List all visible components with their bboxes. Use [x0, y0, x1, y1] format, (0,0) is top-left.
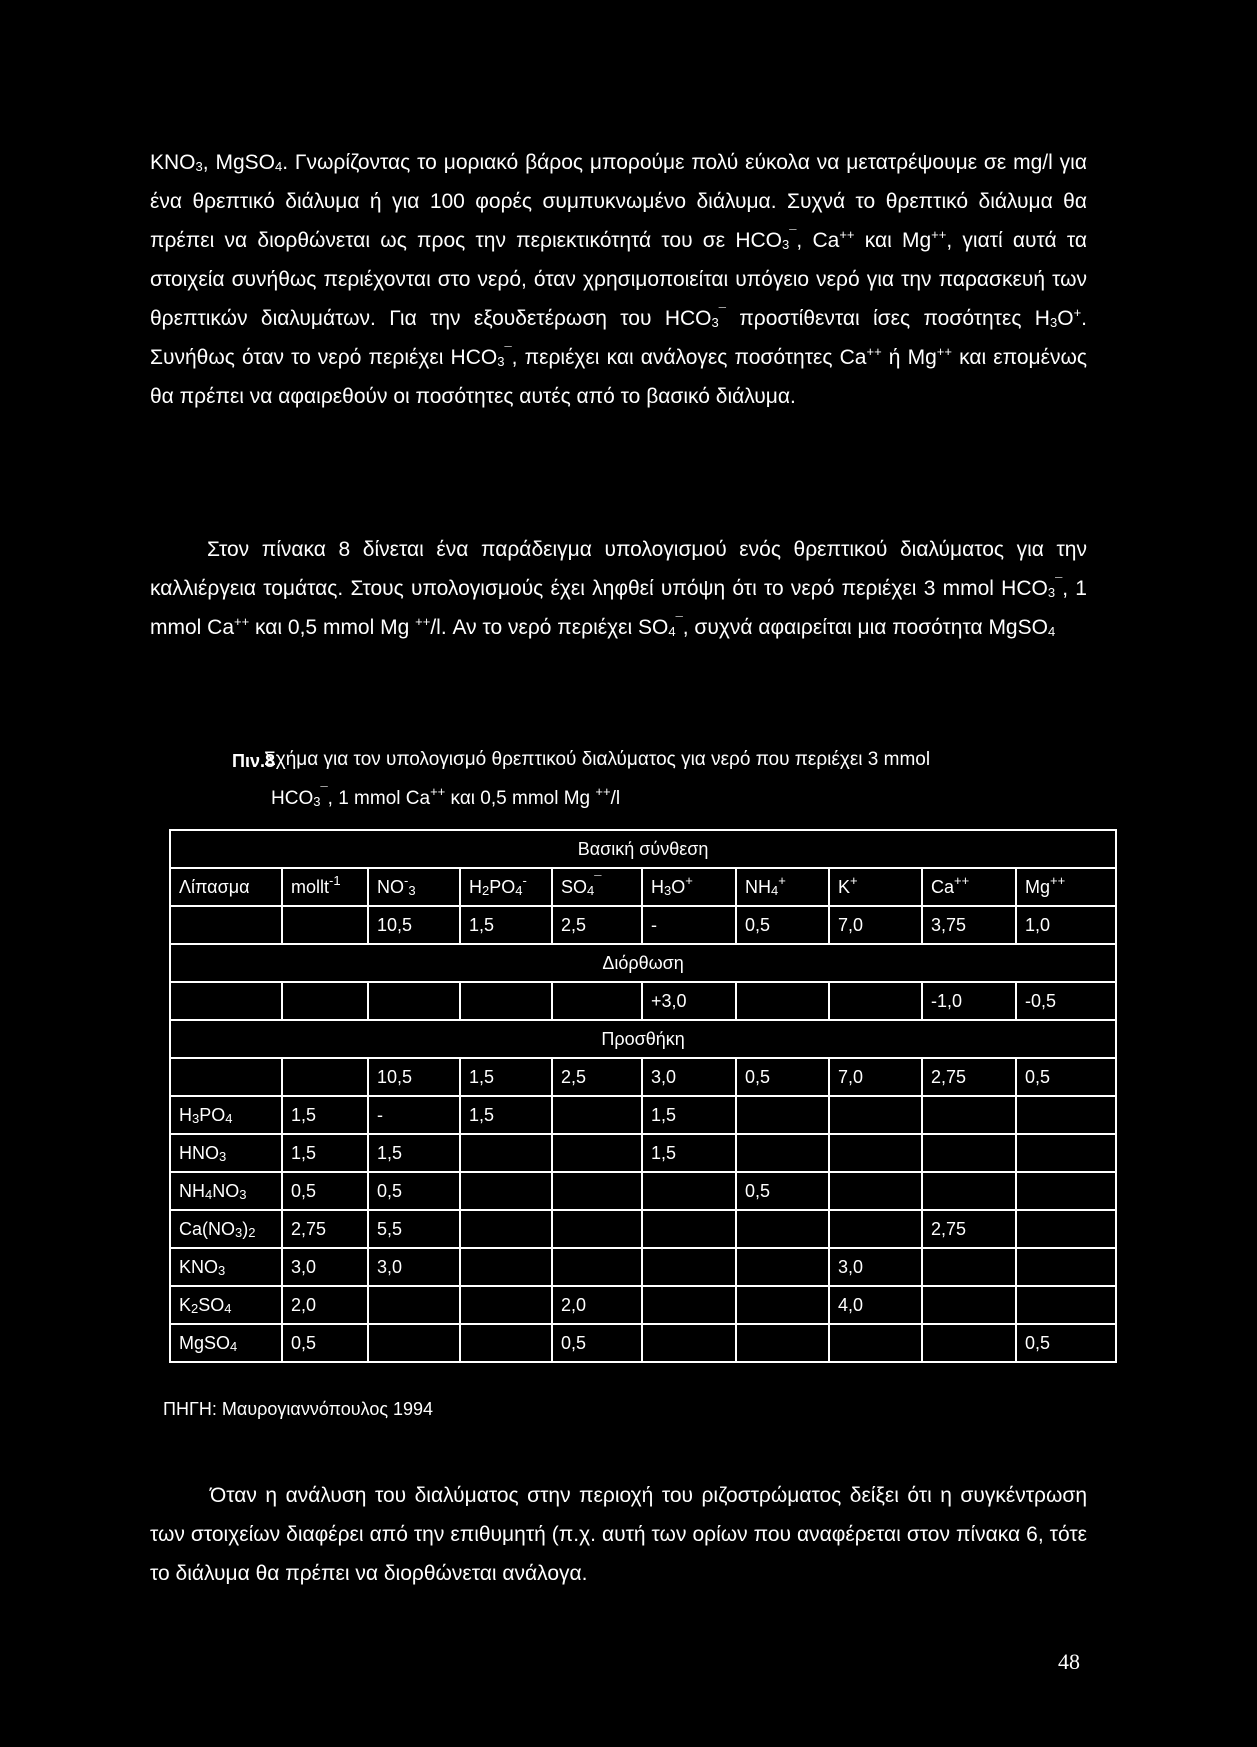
table-cell: [460, 1248, 552, 1286]
header-mg: Mg++: [1016, 868, 1116, 906]
basic-values-row: [170, 906, 1116, 944]
fertilizer-name: $Ca(NO_3)_2$: [170, 1210, 282, 1248]
table-cell: [736, 1134, 829, 1172]
table-cell: [829, 1210, 922, 1248]
table-cell: -0,5: [1016, 982, 1116, 1020]
table-cell: 4,0: [829, 1286, 922, 1324]
fertilizer-row-nh4no3: [170, 1172, 1116, 1210]
table-caption-label: Πιν.8: [232, 751, 276, 771]
page-number: 48: [1058, 1649, 1080, 1674]
table-cell: 1,5: [368, 1134, 460, 1172]
table-cell: 10,5: [368, 906, 460, 944]
table-cell: [460, 1286, 552, 1324]
table-cell: [829, 1172, 922, 1210]
table-cell: 2,5: [552, 1058, 642, 1096]
paragraph-example: Στον πίνακα 8 δίνεται ένα παράδειγμα υπολογισμού ενός θρεπτικού διαλύματος για την καλλιέργεια τομάτας. Στους υπολογισμούς έχει ληφθεί υπόψη ότι το νερό περιέχει 3 mmol $HCO_3^¯$, 1 mmol Ca++ και 0,5 mmol Mg ++/l. Αν το νερό περιέχει $SO_4^¯$, συχνά αφαιρείται μια ποσότητα MgSO$_4$: [150, 538, 1087, 639]
header-mollt: mollt$^{-1}$: [282, 868, 368, 906]
table-cell: [368, 1286, 460, 1324]
table-cell: 0,5: [736, 906, 829, 944]
table-cell: [736, 1286, 829, 1324]
table-cell: [460, 1172, 552, 1210]
table-cell: [736, 1324, 829, 1362]
header-h2po4: $H_2PO_4^-$: [460, 868, 552, 906]
header-row: [170, 868, 1116, 906]
section-basic-row: [170, 830, 1116, 868]
section-basic-heading: Βασική σύνθεση: [170, 830, 1116, 868]
table-cell: [736, 982, 829, 1020]
table-cell: 7,0: [829, 906, 922, 944]
section-addition-heading: Προσθήκη: [170, 1020, 1116, 1058]
table-cell: [922, 1324, 1016, 1362]
table-cell: [170, 906, 282, 944]
table-cell: 0,5: [1016, 1058, 1116, 1096]
table-cell: [922, 1172, 1016, 1210]
table-cell: [642, 1286, 736, 1324]
header-so4: $SO_4^¯$: [552, 868, 642, 906]
table-cell: [552, 982, 642, 1020]
table-cell: 2,0: [552, 1286, 642, 1324]
fertilizer-row-cano32: [170, 1210, 1116, 1248]
table-cell: [1016, 1210, 1116, 1248]
table-cell: [552, 1134, 642, 1172]
fertilizer-name: $NH_4NO_3$: [170, 1172, 282, 1210]
table-cell: [460, 982, 552, 1020]
table-cell: 10,5: [368, 1058, 460, 1096]
table-caption-line2: $HCO_3^¯$, 1 mmol Ca++ και 0,5 mmol Mg ++/l: [271, 784, 621, 809]
section-addition-row: [170, 1020, 1116, 1058]
table-cell: [552, 1210, 642, 1248]
table-cell: 3,75: [922, 906, 1016, 944]
table-cell: 0,5: [282, 1172, 368, 1210]
table-cell: [922, 1096, 1016, 1134]
table-cell: [170, 1058, 282, 1096]
table-cell: 0,5: [282, 1324, 368, 1362]
table-cell: [460, 1210, 552, 1248]
table-cell: [1016, 1096, 1116, 1134]
table-cell: 2,0: [282, 1286, 368, 1324]
correction-values-row: [170, 982, 1116, 1020]
table-cell: -: [368, 1096, 460, 1134]
header-h3o: $H_3O^+$: [642, 868, 736, 906]
fertilizer-row-kno3: [170, 1248, 1116, 1286]
table-source: ΠΗΓΗ: Μαυρογιαννόπουλος 1994: [163, 1399, 434, 1419]
table-cell: [282, 982, 368, 1020]
table-cell: [552, 1248, 642, 1286]
fertilizer-row-hno3: [170, 1134, 1116, 1172]
fertilizer-row-h3po4: [170, 1096, 1116, 1134]
addition-values-row: [170, 1058, 1116, 1096]
table-cell: [736, 1096, 829, 1134]
table-cell: 2,75: [282, 1210, 368, 1248]
table-cell: 7,0: [829, 1058, 922, 1096]
fertilizer-name: $K_2SO_4$: [170, 1286, 282, 1324]
table-cell: 2,75: [922, 1058, 1016, 1096]
nutrient-table: [169, 829, 1117, 1363]
table-cell: -: [642, 906, 736, 944]
table-cell: [282, 1058, 368, 1096]
table-cell: 0,5: [368, 1172, 460, 1210]
table-cell: 1,5: [460, 1096, 552, 1134]
fertilizer-name: $H_3PO_4$: [170, 1096, 282, 1134]
header-fertilizer: Λίπασμα: [170, 868, 282, 906]
table-cell: 3,0: [282, 1248, 368, 1286]
table-cell: 1,5: [282, 1096, 368, 1134]
paragraph-closing: Όταν η ανάλυση του διαλύματος στην περιοχή του ριζοστρώματος δείξει ότι η συγκέντρωση των στοιχείων διαφέρει από την επιθυμητή (π.χ. αυτή των ορίων που αναφέρεται στον πίνακα 6, τότε το διάλυμα θα πρέπει να διορθώνεται ανάλογα.: [150, 1484, 1087, 1585]
header-k: K+: [829, 868, 922, 906]
table-cell: 1,5: [642, 1134, 736, 1172]
header-nh4: $NH_4^+$: [736, 868, 829, 906]
table-cell: 3,0: [829, 1248, 922, 1286]
table-cell: [552, 1096, 642, 1134]
table-cell: [170, 982, 282, 1020]
table-cell: [642, 1172, 736, 1210]
table-cell: [1016, 1286, 1116, 1324]
table-cell: [829, 1324, 922, 1362]
fertilizer-name: MgSO$_4$: [170, 1324, 282, 1362]
header-no3: $NO^-_3$: [368, 868, 460, 906]
header-ca: Ca++: [922, 868, 1016, 906]
table-cell: [460, 1134, 552, 1172]
table-cell: [282, 906, 368, 944]
table-cell: 2,5: [552, 906, 642, 944]
table-cell: [829, 982, 922, 1020]
table-cell: [829, 1134, 922, 1172]
table-cell: [922, 1134, 1016, 1172]
table-cell: [642, 1210, 736, 1248]
table-cell: 5,5: [368, 1210, 460, 1248]
table-cell: 0,5: [736, 1058, 829, 1096]
table-caption-line1: Σχήμα για τον υπολογισμό θρεπτικού διαλύματος για νερό που περιέχει 3 mmol: [264, 749, 931, 770]
table-cell: [736, 1248, 829, 1286]
table-cell: 1,5: [460, 906, 552, 944]
table-cell: 3,0: [368, 1248, 460, 1286]
fertilizer-row-k2so4: [170, 1286, 1116, 1324]
table-cell: [552, 1172, 642, 1210]
table-cell: 2,75: [922, 1210, 1016, 1248]
table-cell: +3,0: [642, 982, 736, 1020]
paragraph-intro: $KNO_3$, MgSO$_4$. Γνωρίζοντας το μοριακό βάρος μπορούμε πολύ εύκολα να μετατρέψουμε σε mg/l για ένα θρεπτικό διάλυμα ή για 100 φορές συμπυκνωμένο διάλυμα. Συχνά το θρεπτικό διάλυμα θα πρέπει να διορθώνεται ως προς την περιεκτικότητά του σε $HCO_3^¯$, Ca++ και Mg++, γιατί αυτά τα στοιχεία συνήθως περιέχονται στο νερό, όταν χρησιμοποιείται υπόγειο νερό για την παρασκευή των θρεπτικών διαλυμάτων. Για την εξουδετέρωση του $HCO_3^¯$ προστίθενται ίσες ποσότητες $H_3O^+$. Συνήθως όταν το νερό περιέχει $HCO_3^¯$, περιέχει και ανάλογες ποσότητες Ca++ ή Mg++ και επομένως θα πρέπει να αφαιρεθούν οι ποσότητες αυτές από το βασικό διάλυμα.: [150, 151, 1088, 408]
table-cell: [368, 982, 460, 1020]
section-correction-row: [170, 944, 1116, 982]
table-cell: [642, 1324, 736, 1362]
table-cell: 1,5: [460, 1058, 552, 1096]
table-cell: [922, 1248, 1016, 1286]
table-cell: 0,5: [736, 1172, 829, 1210]
table-cell: 1,5: [642, 1096, 736, 1134]
fertilizer-name: $HNO_3$: [170, 1134, 282, 1172]
table-cell: [460, 1324, 552, 1362]
table-cell: [829, 1096, 922, 1134]
table-cell: -1,0: [922, 982, 1016, 1020]
fertilizer-name: $KNO_3$: [170, 1248, 282, 1286]
table-cell: 3,0: [642, 1058, 736, 1096]
table-cell: 1,5: [282, 1134, 368, 1172]
table-cell: [1016, 1134, 1116, 1172]
table-cell: [642, 1248, 736, 1286]
table-cell: 1,0: [1016, 906, 1116, 944]
table-cell: [368, 1324, 460, 1362]
table-cell: 0,5: [1016, 1324, 1116, 1362]
table-cell: 0,5: [552, 1324, 642, 1362]
table-cell: [922, 1286, 1016, 1324]
table-cell: [1016, 1172, 1116, 1210]
table-cell: [736, 1210, 829, 1248]
table-cell: [1016, 1248, 1116, 1286]
section-correction-heading: Διόρθωση: [170, 944, 1116, 982]
fertilizer-row-mgso4: [170, 1324, 1116, 1362]
